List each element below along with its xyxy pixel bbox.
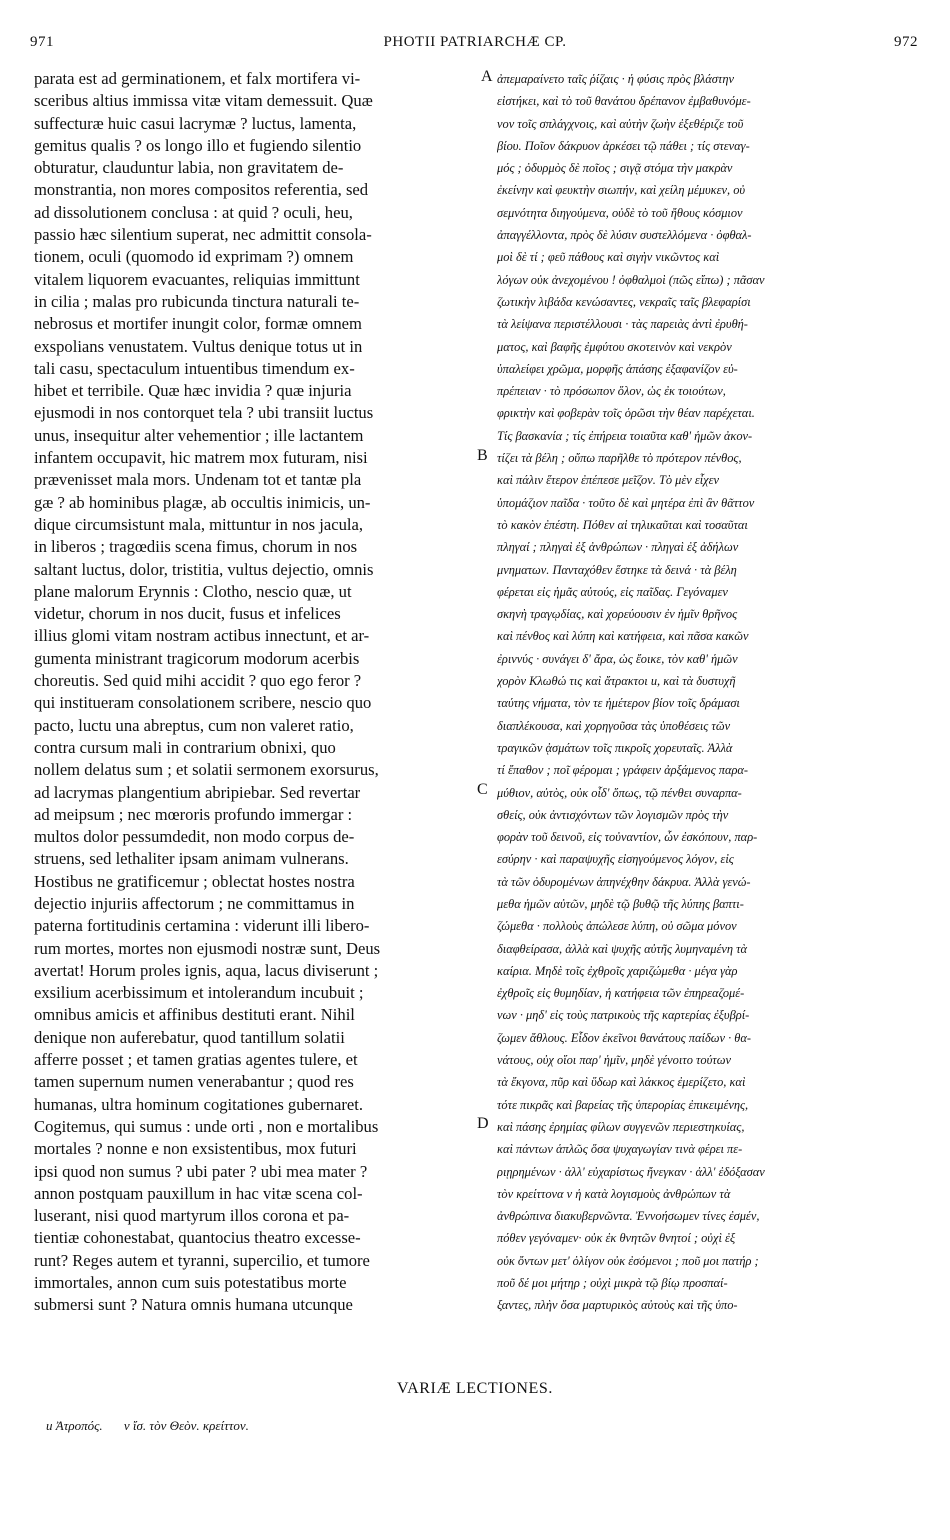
latin-text-line: tamen supernum numen venerabantur ; quod res [34,1072,354,1092]
variant-note: v ἴσ. τὸν Θεὸν. κρείττον. [123,1418,249,1433]
greek-text-line: νον τοῖς σπλάγχνοις, καὶ αὐτὴν ζωὴν ἐξεθέριζε τοῦ [497,116,744,131]
greek-text-line: ἐριννύς · συνάγει δ' ἄρα, ὡς ἔοικε, τὸν καθ' ἡμῶν [497,651,738,666]
greek-text-line: ζωτικὴν λιβάδα κενώσαντες, νεκραῖς ταῖς βλεφαρίσι [497,294,751,309]
latin-text-line: tientiæ cohonestabat, quantocius theatro excesse- [34,1228,361,1248]
latin-text-line: denique non auferebatur, quod tantillum solatii [34,1027,345,1047]
greek-text-line: ὑπομάζιον παῖδα · τοῦτο δὲ καὶ μητέρα ἐπὶ ἂν θᾶττον [497,495,755,510]
greek-text-line: καὶ πάλιν ἕτερον ἐπέπεσε μεῖζον. Τὸ μὲν εἶχεν [497,473,719,488]
greek-text-line: ριῃρημένων · ἀλλ' εὐχαρίστως ἤνεγκαν · ἀλλ' ἐδόξασαν [497,1164,765,1179]
latin-text-line: tionem, oculi (quomodo id exprimam ?) omnem [34,247,354,267]
latin-text-line: in cilia ; malas pro rubicunda tinctura naturali te- [34,291,360,311]
greek-text-line: τότε πικρᾶς καὶ βαρείας τῆς ὑπερορίας ἐπικειμένης, [497,1097,749,1112]
greek-text-line: νάτους, οὐχ οἵοι παρ' ἡμῖν, μηδὲ γένοιτο τούτων [497,1053,731,1068]
latin-text-line: vitalem liquorem evacuantes, reliquias immittunt [34,269,360,289]
latin-text-line: rum mortes, mortes non ejusmodi nostræ sunt, Deus [34,938,381,958]
latin-text-line: omnibus amicis et affinibus destituti erant. Nihil [34,1005,355,1025]
greek-text-line: ἀπεμαραίνετο ταῖς ῥίζαις · ἡ φύσις πρὸς βλάστην [497,72,734,86]
running-title: PHOTII PATRIARCHÆ CP. [383,34,567,50]
latin-text-line: gemitus qualis ? os longo illo et fugiendo silentio [34,135,362,155]
greek-text-line: σκηνὴ τραγῳδίας, καὶ χορεύουσιν ἐν ἡμῖν θρῆνος [497,607,738,622]
latin-text-line: Cogitemus, qui sumus : unde orti , non e mortalibus [34,1116,379,1136]
greek-text-line: τί ἔπαθον ; ποῖ φέρομαι ; γράφειν ἀρξάμενος παρα- [497,763,749,778]
greek-text-line: ποῦ δέ μοι μήτηρ ; οὐχὶ μικρὰ τῷ βίῳ προσπαί- [497,1276,728,1291]
greek-text-line: ὑπαλείφει χρῶμα, μορφῆς ἁπάσης ἐξαφανίζον εὐ- [497,361,738,376]
latin-text-line: obturatur, clauduntur labia, non gravitatem de- [34,158,344,178]
latin-text-line: afferre posset ; et tamen gratias agentes tulere, et [34,1050,358,1070]
latin-text-line: parata est ad germinationem, et falx mortifera vi- [34,69,361,88]
latin-text-line: ejusmodi in nos contorquet tela ? ubi transiit luctus [34,403,374,423]
greek-text-line: ἐχθροῖς εἰς θυμηδίαν, ἡ κατήφεια τῶν ἐπηρεαζομέ- [497,986,745,1001]
latin-text-line: suffecturæ huic casui lacrymæ ? luctus, lamenta, [34,113,357,133]
latin-text-line: nollem delatus sum ; et solatii sermonem exorsurus, [34,760,379,780]
latin-text-line: tali casu, spectaculum intuentibus timendum ex- [34,358,355,378]
greek-text-line: τίζει τὰ βέλη ; οὔπω παρῆλθε τὸ πρότερον πένθος, [497,451,742,466]
latin-text-line: gumenta ministrant tragicorum modorum acerbis [34,648,360,668]
greek-text-line: πληγαί ; πληγαὶ ἐξ ἀνθρώπων · πληγαὶ ἐξ ἀδήλων [497,540,739,555]
greek-text-line: φορὰν τοῦ δεινοῦ, εἰς τοὐναντίον, ὧν ἐσκόπουν, παρ- [497,830,758,845]
latin-text-line: struens, sed lethaliter ipsam animam vulnerans. [34,849,349,869]
latin-text-line: in liberos ; tragœdiis scena fimus, chorum in nos [34,537,358,557]
latin-text-line: dique circumsistunt mala, mittuntur in nos jacula, [34,514,364,534]
latin-text-line: annon postquam pauxillum in hac vitæ scena col- [34,1183,363,1203]
greek-text-line: ἀπαγγέλλοντα, πρὸς δὲ λύσιν συστελλόμενα · ὀφθαλ- [497,228,752,243]
greek-text-line: τραγικῶν ᾀσμάτων τοῖς πικροῖς χορευταῖς. Ἀλλὰ [497,740,733,755]
greek-text-line: σθείς, οὐκ ἀντισχόντων τῶν λογισμῶν πρὸς τὴν [497,807,729,822]
latin-text-line: submersi sunt ? Natura omnis humana utcunque [34,1295,353,1315]
latin-text-line: passio hæc silentium superat, nec admittit consola- [34,225,372,245]
latin-text-line: saltant luctus, dolor, tristitia, vultus dejectio, omnis [34,559,374,579]
greek-text-line: φρικτὴν καὶ φοβερὰν τοῖς ὁρῶσι τὴν θέαν παρέχεται. [497,406,755,421]
latin-text-line: gæ ? ab hominibus plagæ, ab occultis inimicis, un- [34,492,371,512]
latin-text-line: monstrantia, non mores compositos referentia, sed [34,180,369,200]
greek-text-line: πόθεν γεγόναμεν· οὐκ ἐκ θνητῶν θνητοί ; οὐχὶ ἐξ [497,1231,736,1246]
greek-text-line: τὸ κακὸν ἐπέστη. Πόθεν αἱ τηλικαῦται καὶ τοσαῦται [497,517,748,532]
variant-note: u Ἀτροπός. [46,1418,103,1433]
greek-text-line: μεθα ἡμῶν αὐτῶν, μηδὲ τῷ βυθῷ τῆς λύπης βαπτι- [497,896,744,911]
greek-text-line: Τίς βασκανία ; τίς ἐπήρεια τοιαῦτα καθ' ἡμῶν ἀκον- [497,428,753,443]
latin-text-line: hibet et terribile. Quæ hæc invidia ? quæ injuria [34,381,352,401]
margin-marker-b: B [477,447,488,464]
latin-text-line: multos dolor pessumdedit, non modo corpus de- [34,827,355,847]
greek-text-line: εἱστήκει, καὶ τὸ τοῦ θανάτου δρέπανον ἐμβαθυνόμε- [497,94,751,109]
greek-text-line: σεμνότητα διηγούμενα, οὐδὲ τὸ τοῦ ἤθους κόσμιον [497,205,743,220]
greek-text-line: καὶ πένθος καὶ λύπη καὶ κατήφεια, καὶ πᾶσα κακῶν [497,629,749,644]
greek-text-line: μύθιον, αὐτὸς, οὐκ οἶδ' ὅπως, τῷ πένθει συναρπα- [497,785,742,800]
greek-text-line: ζώμεθα · πολλοὺς ἀπώλεσε λύπη, οὐ σῶμα μόνον [497,919,737,934]
greek-text-line: τὸν κρείττονα v ἡ κατὰ λογισμοὺς ἀνθρώπων τὰ [497,1186,731,1201]
latin-text-line: luserant, nisi quod martyrum illos corona et pa- [34,1206,350,1226]
latin-text-line: pacto, luctu una abreptus, cum non valeret ratio, [34,715,354,735]
page-header [0,34,950,58]
latin-text-line: infantem occupavit, hic matrem mox futuram, nisi [34,448,368,468]
latin-text-line: sceribus altius immissa vitæ vitam demessuit. Quæ [34,91,373,111]
latin-column [34,68,472,1317]
greek-text-line: μνηματων. Πανταχόθεν ἕστηκε τὰ δεινά · τὰ βέλη [497,562,737,577]
latin-text-line: unus, insequitur alter vehementior ; ille lactantem [34,425,364,445]
latin-text-line: contra cursum mali in contrarium obnixi, quo [34,737,336,757]
greek-text-line: νων · μηδ' εἰς τοὺς πατρικοὺς τῆς καρτερίας ἐξυβρί- [497,1008,750,1023]
greek-text-line: ἐκείνην καὶ φευκτὴν σιωπήν, καὶ χείλη μέμυκεν, οὐ [497,183,746,198]
right-page-number: 972 [894,34,918,50]
greek-text-line: ζωμεν ἄθλους. Εἶδον ἐκεῖνοι θανάτους παίδων · θα- [497,1030,751,1045]
greek-text-line: μός ; ὀδυρμὸς δὲ ποῖος ; σιγᾷ στόμα τὴν μακρὰν [497,161,733,176]
latin-text-line: ad meipsum ; nec mœroris profundo immergar : [34,804,353,824]
variae-lectiones-title: VARIÆ LECTIONES. [397,1380,553,1397]
latin-text-line: choreutis. Sed quid mihi accidit ? quo ego feror ? [34,671,362,691]
greek-text-line: λόγων οὐκ ἀνεχομένου ! ὀφθαλμοὶ (πῶς εἴπω) ; πᾶσαν [497,272,765,287]
latin-text-line: humanas, ultra hominum cogitationes gubernaret. [34,1094,364,1114]
latin-text-line: ipsi quod non sumus ? ubi pater ? ubi mea mater ? [34,1161,368,1181]
latin-text-line: exspolians venustatem. Vultus denique totus ut in [34,336,363,356]
greek-text-line: πρέπειαν · τὸ πρόσωπον ὅλον, ὡς ἐκ τοιούτων, [497,384,726,399]
latin-text-line: dejectio injuriis affectorum ; ne committamus in [34,893,355,913]
latin-text-line: runt? Reges autem et tyranni, supercilio, et tumore [34,1250,370,1270]
greek-text-line: καὶ πάσης ἐρημίας φίλων συγγενῶν περιεστηκυίας, [497,1119,745,1134]
latin-text-line: qui institueram consolationem scribere, nescio quo [34,693,372,713]
greek-text-line: ταύτης νήματα, τὸν τε ἡμέτερον βίον τοῖς δράμασι [497,696,740,711]
latin-text-line: videtur, chorum in nos ducit, fusus et infelices [34,604,341,624]
latin-text-line: mortales ? nonne e non exsistentibus, mox futuri [34,1139,357,1159]
greek-text-line: ἀνθρώπινα διακυβερνῶντα. Ἐννοήσωμεν τίνες ἐσμέν, [497,1209,760,1224]
latin-text-line: immortales, annon cum suis potestatibus morte [34,1273,347,1293]
latin-text-line: nebrosus et mortifer inungit color, formæ omnem [34,314,362,334]
latin-text-line: Hostibus ne gratificemur ; oblectat hostes nostra [34,871,355,891]
greek-column [497,68,923,1317]
greek-text-line: διαπλέκουσα, καὶ χορηγοῦσα τὰς ὑποθέσεις τῶν [497,718,731,733]
greek-text-line: εσύρην · καὶ παραψυχῆς εἰσηγούμενος λόγον, εἰς [497,852,734,867]
latin-text-line: illius glomi vitam nostram actibus innectunt, et ar- [34,626,370,646]
latin-text-line: exsilium acerbissimum et intolerandum incubuit ; [34,983,364,1003]
latin-text-line: paterna fortitudinis certamina : viderunt illi libero- [34,916,370,936]
latin-text-line: ad dissolutionem conclusa : at quid ? oculi, heu, [34,202,353,222]
greek-text-line: καὶ πάντων ἁπλῶς ὅσα ψυχαγωγίαν τινὰ φέρει πε- [497,1142,743,1157]
greek-text-line: μοὶ δὲ τί ; φεῦ πάθους καὶ σιγὴν νικῶντος καὶ [497,250,720,265]
greek-text-line: βίου. Ποῖον δάκρυον ἀρκέσει τῷ πάθει ; τίς στεναγ- [497,138,750,153]
greek-text-line: τὰ τῶν ὀδυρομένων ἀπηνέχθην δάκρυα. Ἀλλὰ γενώ- [497,874,751,889]
latin-text-line: ad lacrymas plangentium abripiebar. Sed revertar [34,782,361,802]
greek-text-line: χορὸν Κλωθώ τις καὶ ἄτρακτοι u, καὶ τὰ δυστυχῆ [497,674,736,689]
margin-marker-a: A [481,68,493,85]
greek-text-line: φέρεται εἰς ἡμᾶς αὐτούς, εἰς παῖδας. Γεγόναμεν [497,584,728,599]
greek-text-line: ξαντες, πλὴν ὅσα μαρτυρικὸς αὐτοὺς καὶ τῆς ὑπο- [497,1298,738,1313]
margin-marker-d: D [477,1115,489,1132]
greek-text-line: καίρια. Μηδὲ τοῖς ἐχθροῖς χαριζώμεθα · μέγα γὰρ [497,963,738,978]
latin-text-line: plane malorum Erynnis : Clotho, nescio quæ, ut [34,581,352,601]
latin-text-line: avertat! Horum proles ignis, aqua, lacus diviserunt ; [34,960,379,980]
margin-marker-c: C [477,781,488,798]
greek-text-line: ματος, καὶ βαφῆς ἐμφύτου σκοτεινὸν καὶ νεκρὸν [497,339,732,354]
greek-text-line: οὐκ ὄντων μετ' ὀλίγον οὐκ ἐσόμενοι ; ποῦ μοι πατήρ ; [497,1253,759,1268]
greek-text-line: τὰ ἔκγονα, πῦρ καὶ ὕδωρ καὶ λάκκος ἐμερίζετο, καὶ [497,1075,746,1090]
greek-text-line: τὰ λείψανα περιστέλλουσι · τὰς παρειὰς ἀντὶ ἐρυθή- [497,317,748,332]
greek-text-line: διαφθείρασα, ἀλλὰ καὶ ψυχῆς αὐτῆς λυμηναμένη τὰ [497,941,748,956]
left-page-number: 971 [30,34,54,50]
latin-text-line: prævenisset mala mors. Undenam tot et tantæ pla [34,470,362,490]
variae-lectiones-notes [46,1418,267,1434]
